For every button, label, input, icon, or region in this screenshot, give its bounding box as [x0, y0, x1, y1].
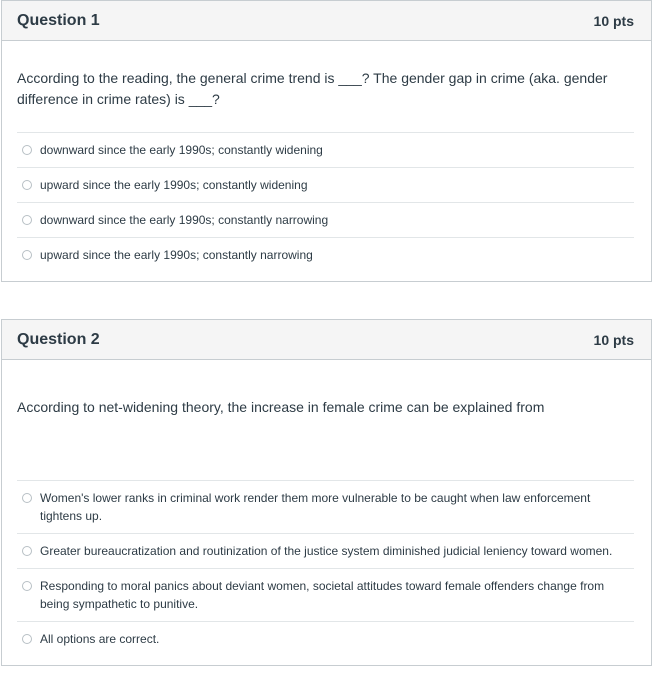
question-2-header	[2, 320, 651, 360]
question-2-option-2[interactable]	[17, 533, 634, 568]
question-1-option-1[interactable]	[17, 132, 634, 167]
answer-label: downward since the early 1990s; constantly narrowing	[40, 213, 329, 227]
answer-label: upward since the early 1990s; constantly widening	[40, 178, 308, 192]
question-2-option-1[interactable]	[17, 480, 634, 533]
question-2-points: 10 pts	[593, 331, 634, 348]
answer-label: Greater bureaucratization and routinization of the justice system diminished judicial leniency toward women.	[40, 544, 613, 558]
question-1-option-2[interactable]	[17, 167, 634, 202]
radio-button[interactable]	[22, 215, 32, 225]
question-1-card	[1, 0, 652, 282]
answer-label: Women's lower ranks in criminal work render them more vulnerable to be caught when law enforcement tightens up.	[40, 491, 591, 523]
question-1-text: According to the reading, the general crime trend is ___? The gender gap in crime (aka. gender difference in crime rates) is ___?	[17, 70, 608, 107]
answer-label: upward since the early 1990s; constantly narrowing	[40, 248, 313, 262]
question-2-text: According to net-widening theory, the increase in female crime can be explained from	[17, 399, 545, 415]
question-1-option-4[interactable]	[17, 237, 634, 272]
radio-button[interactable]	[22, 493, 32, 503]
radio-button[interactable]	[22, 250, 32, 260]
answer-label: All options are correct.	[40, 632, 160, 646]
answer-label: Responding to moral panics about deviant women, societal attitudes toward female offenders change from being sympathetic to punitive.	[40, 579, 605, 611]
question-1-answers	[17, 132, 634, 272]
answer-label: downward since the early 1990s; constantly widening	[40, 143, 323, 157]
radio-button[interactable]	[22, 546, 32, 556]
question-2-title: Question 2	[17, 330, 100, 348]
question-2-option-3[interactable]	[17, 568, 634, 621]
radio-button[interactable]	[22, 634, 32, 644]
radio-button[interactable]	[22, 145, 32, 155]
question-2-option-4[interactable]	[17, 621, 634, 656]
radio-button[interactable]	[22, 180, 32, 190]
question-2-card	[1, 319, 652, 666]
question-1-title: Question 1	[17, 11, 100, 29]
question-2-answers	[17, 480, 634, 656]
question-1-header	[2, 1, 651, 41]
question-1-points: 10 pts	[593, 12, 634, 29]
radio-button[interactable]	[22, 581, 32, 591]
question-1-option-3[interactable]	[17, 202, 634, 237]
